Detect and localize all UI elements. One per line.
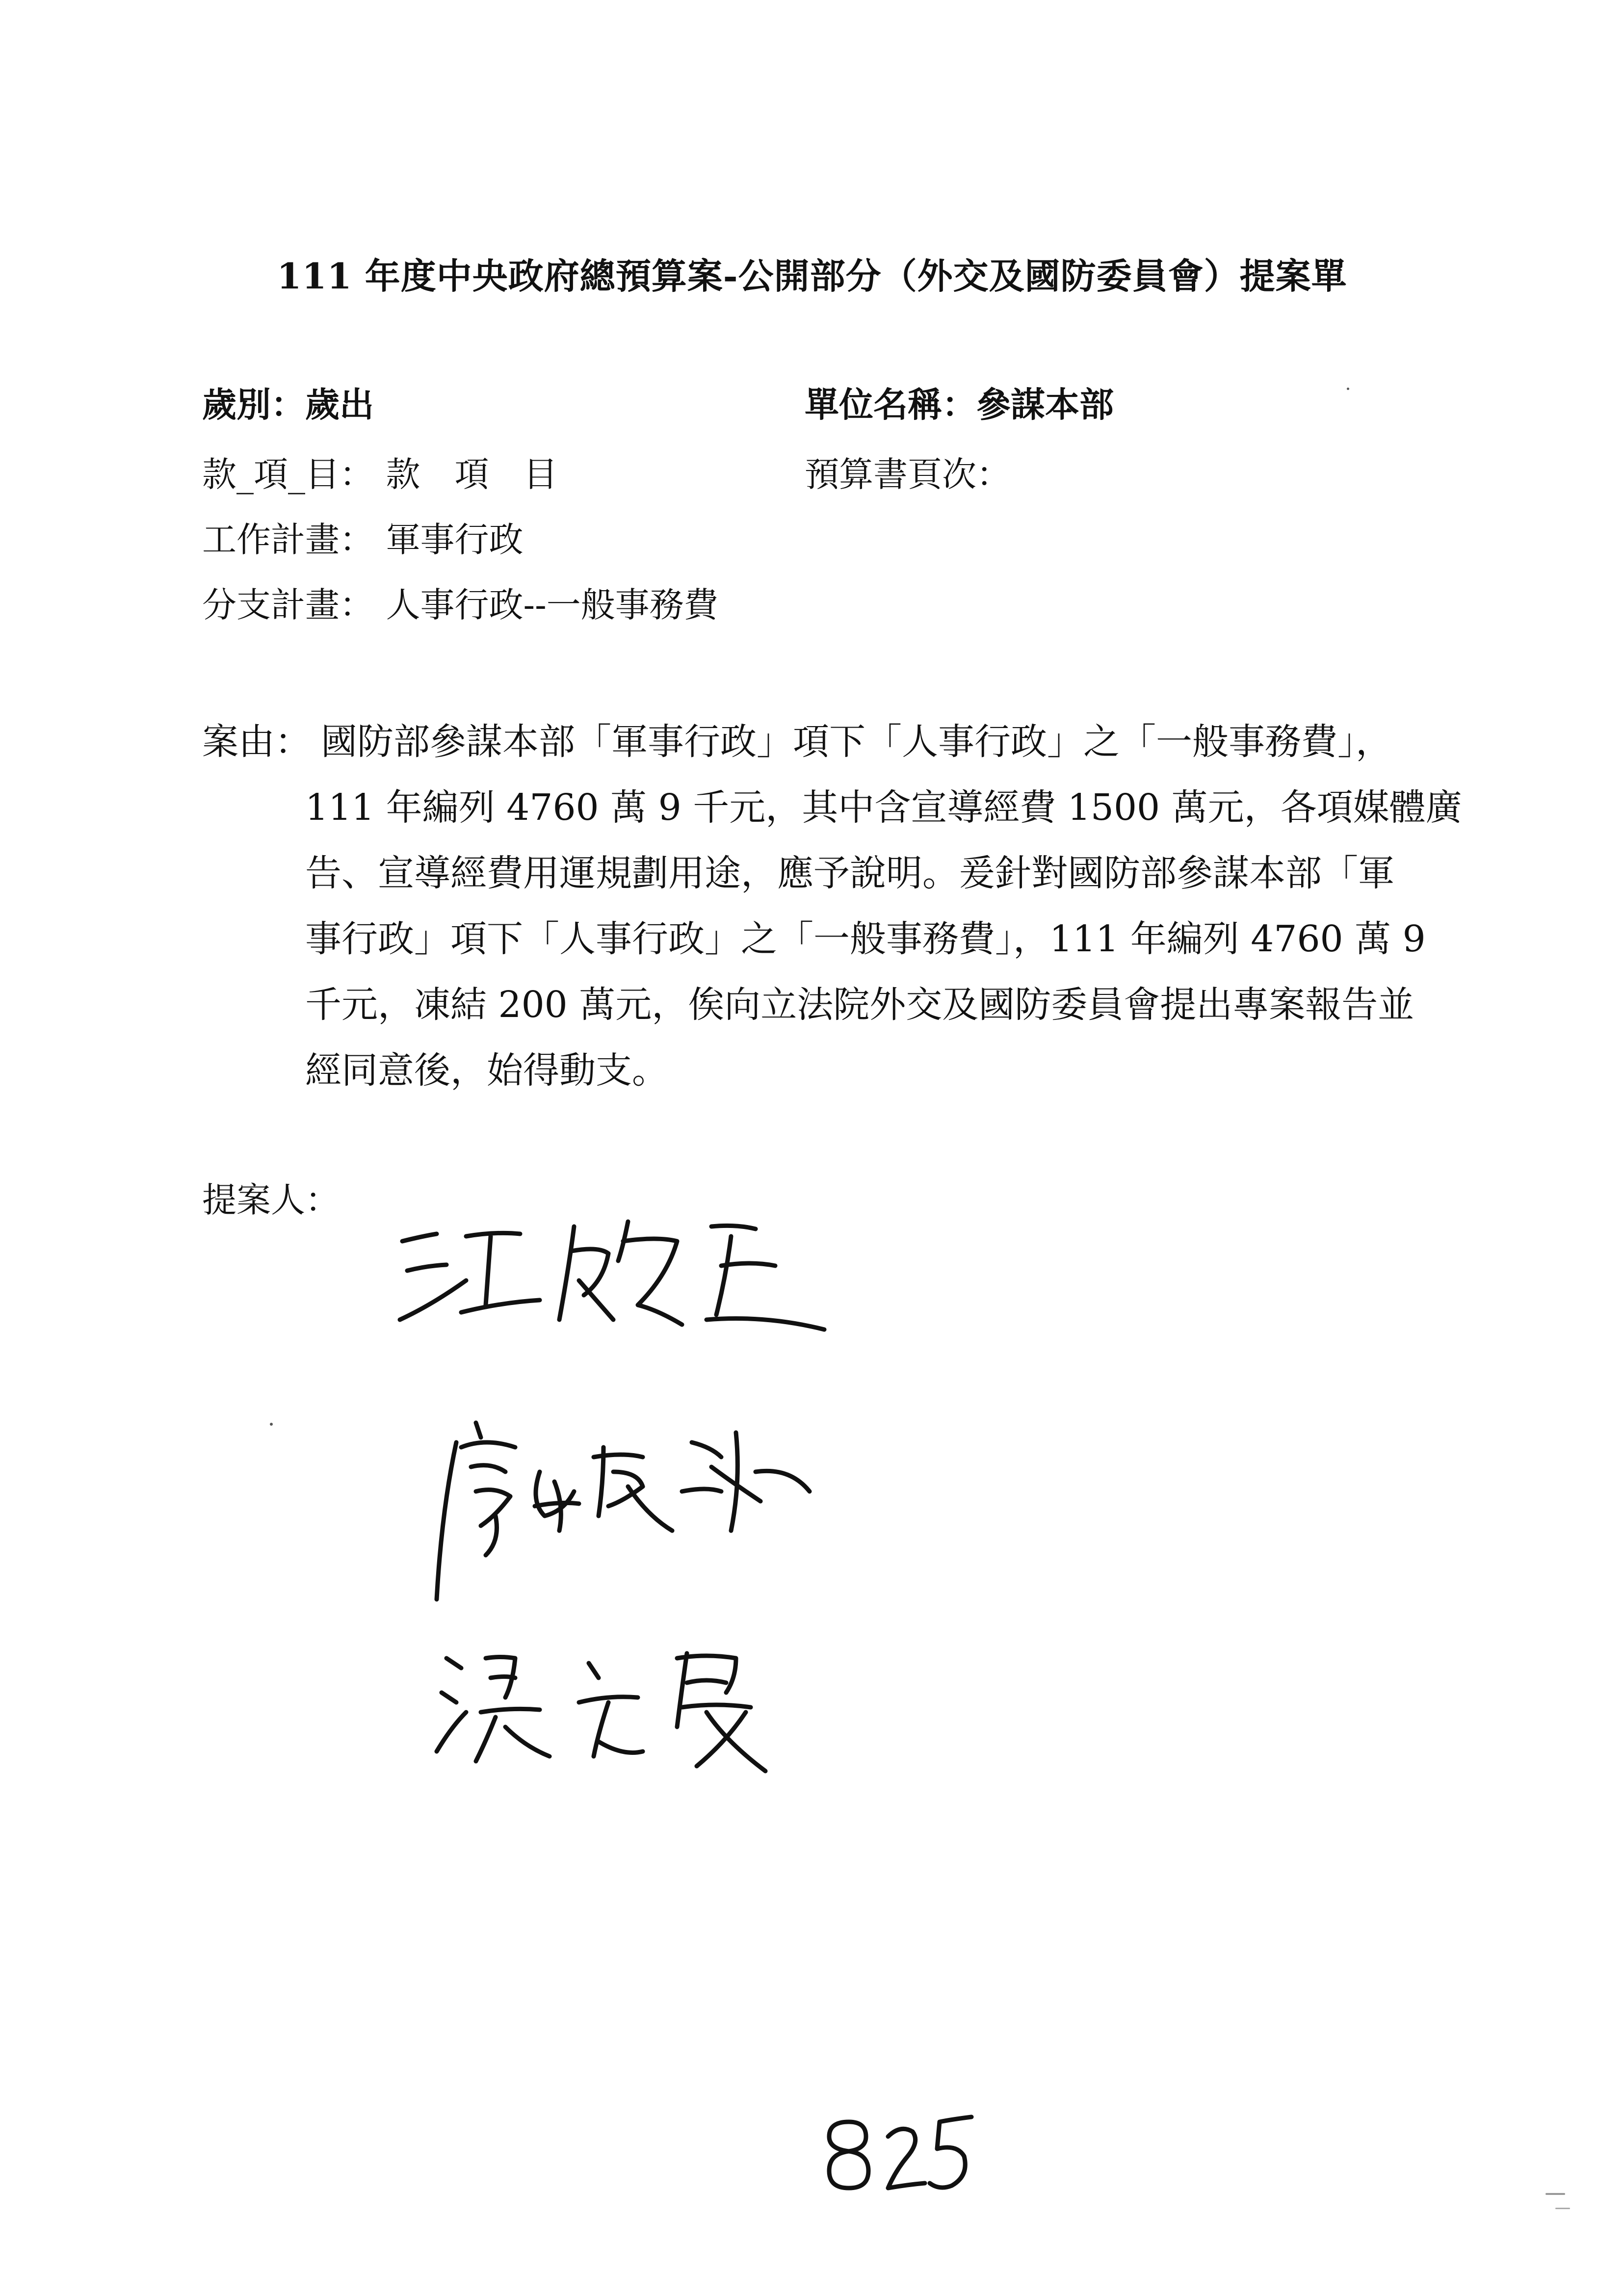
proposer-label: 提案人： xyxy=(202,1180,340,1220)
program-field xyxy=(202,520,524,560)
signature-3 xyxy=(432,1629,814,1786)
scan-speck xyxy=(1347,388,1349,390)
signature-2 xyxy=(417,1403,819,1609)
subprogram-label: 分支計畫： xyxy=(202,585,374,625)
subprogram-field xyxy=(202,585,718,625)
unit-field xyxy=(805,384,1114,425)
case-line: 111 年編列 4760 萬 9 千元，其中含宣導經費 1500 萬元，各項媒體廣 xyxy=(305,786,1462,829)
category-value: 歲出 xyxy=(305,384,374,425)
subprogram-value: 人事行政--一般事務費 xyxy=(386,585,718,625)
page-title: 111 年度中央政府總預算案-公開部分（外交及國防委員會）提案單 xyxy=(277,255,1347,297)
case-line: 經同意後，始得動支。 xyxy=(305,1049,668,1092)
case-line: 事行政」項下「人事行政」之「一般事務費」，111 年編列 4760 萬 9 xyxy=(305,918,1426,960)
item-label: 款_項_目： xyxy=(202,454,374,495)
signature-1 xyxy=(393,1207,844,1364)
budget-page-label: 預算書頁次： xyxy=(805,454,1011,495)
unit-label: 單位名稱： xyxy=(805,384,976,425)
program-label: 工作計畫： xyxy=(202,520,374,560)
category-field xyxy=(202,384,374,425)
page-number-handwritten xyxy=(814,2102,991,2200)
program-value: 軍事行政 xyxy=(386,520,524,560)
case-label: 案由： xyxy=(202,721,311,763)
budget-page-field xyxy=(805,454,1011,495)
case-text xyxy=(305,709,1483,1103)
case-line: 千元，凍結 200 萬元，俟向立法院外交及國防委員會提出專案報告並 xyxy=(305,984,1414,1026)
item-value: 款 項 目 xyxy=(386,454,558,495)
unit-value: 參謀本部 xyxy=(976,384,1114,425)
case-line: 國防部參謀本部「軍事行政」項下「人事行政」之「一般事務費」， xyxy=(321,721,1392,763)
case-line: 告、宣導經費用運規劃用途，應予說明。爰針對國防部參謀本部「軍 xyxy=(305,852,1394,894)
category-label: 歲別： xyxy=(202,384,305,425)
scan-speck xyxy=(270,1423,273,1426)
item-field xyxy=(202,454,558,495)
scan-speck xyxy=(1545,2193,1565,2195)
scan-speck xyxy=(1555,2208,1570,2209)
case-description xyxy=(202,709,1483,1103)
